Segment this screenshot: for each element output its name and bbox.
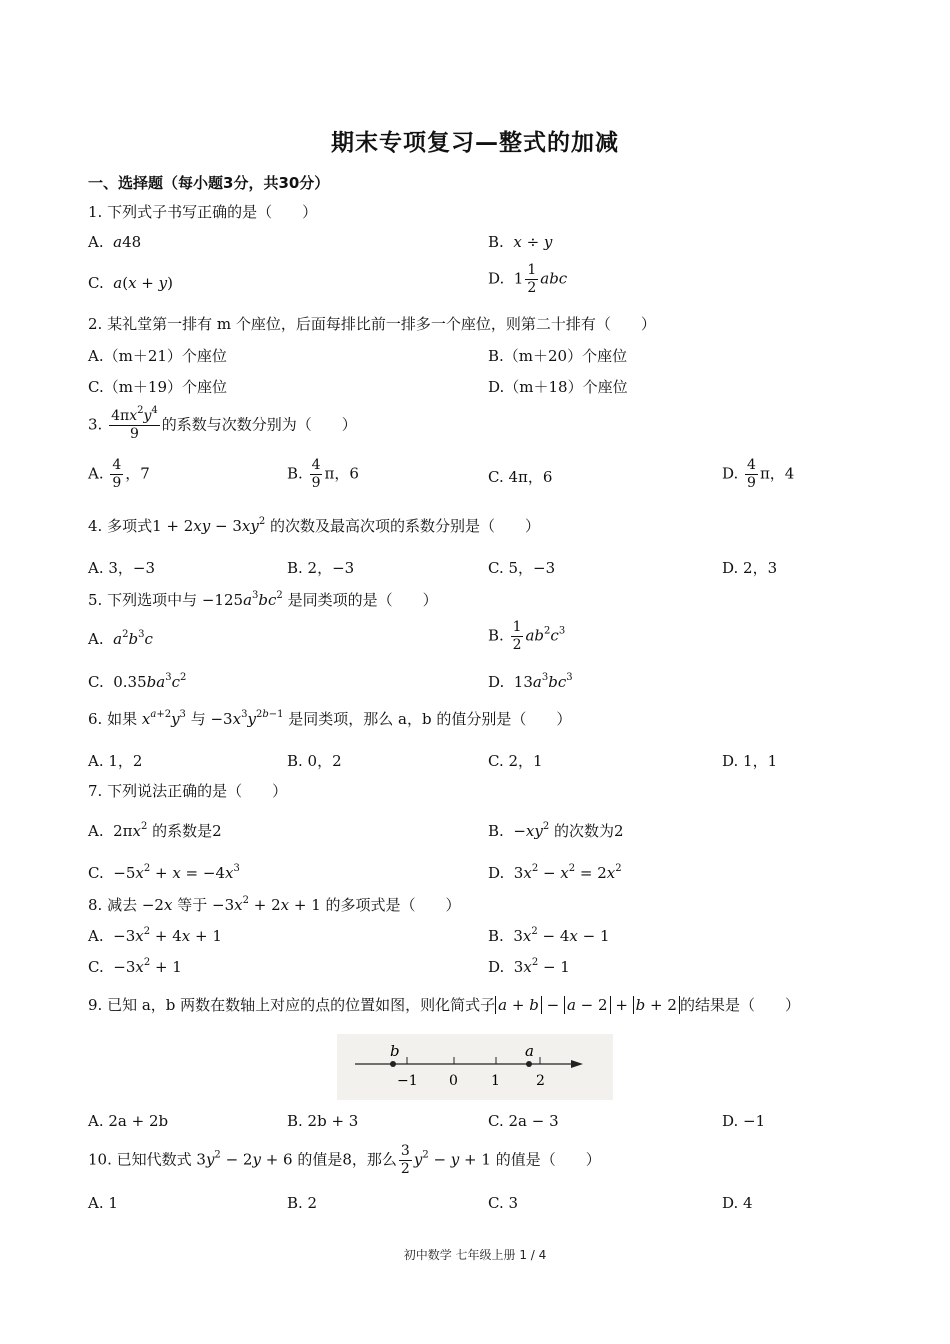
q9-option-d[interactable]: D. −1 [722, 1112, 766, 1130]
q8-option-d[interactable]: D. $3x^2 - 1$ [488, 957, 570, 976]
tick-label: 0 [449, 1073, 458, 1089]
q10-option-c[interactable]: C. 3 [488, 1194, 519, 1212]
q9-option-a[interactable]: A. 2a + 2b [88, 1112, 169, 1130]
q2-option-b[interactable]: B.（m＋20）个座位 [488, 347, 628, 365]
q7-option-d[interactable]: D. $3x^2 - x^2 = 2x^2$ [488, 863, 622, 882]
q1-option-a[interactable]: A. a48 [88, 233, 142, 251]
q1-option-c[interactable]: C. a(x + y) [88, 274, 173, 292]
q2-option-c[interactable]: C.（m＋19）个座位 [88, 378, 228, 396]
q1-option-d[interactable]: D. 1 $\frac{1}{2}$ abc [488, 262, 568, 296]
point-b-label: b [390, 1042, 400, 1060]
tick-label: 2 [536, 1073, 545, 1089]
q5-option-c[interactable]: C. $0.35ba^3c^2$ [88, 672, 187, 691]
q8-option-c[interactable]: C. $-3x^2 + 1$ [88, 957, 182, 976]
q2-option-d[interactable]: D.（m＋18）个座位 [488, 378, 628, 396]
q9-option-c[interactable]: C. 2a − 3 [488, 1112, 559, 1130]
q9-option-b[interactable]: B. 2b + 3 [287, 1112, 359, 1130]
q7-option-b[interactable]: B. $-xy^2$ 的次数为2 [488, 821, 624, 840]
q6-option-b[interactable]: B. 0，2 [287, 752, 342, 770]
question-4: 4. 多项式$1 + 2xy - 3xy^2$ 的次数及最高次项的系数分别是（ ） [88, 516, 540, 535]
q3-option-b[interactable]: B. $\frac{4}{9}$ π，6 [287, 457, 359, 491]
q5-option-b[interactable]: B. $\frac{1}{2}$ $ab^2c^3$ [488, 619, 566, 653]
q8-option-a[interactable]: A. $-3x^2 + 4x + 1$ [88, 926, 222, 945]
question-5: 5. 下列选项中与 $-125a^3bc^2$ 是同类项的是（ ） [88, 590, 438, 609]
page-title: 期末专项复习—整式的加减 [331, 130, 619, 156]
question-7: 7. 下列说法正确的是（ ） [88, 782, 288, 800]
question-8: 8. 减去 −2x 等于 $-3x^2 + 2x + 1$ 的多项式是（ ） [88, 895, 461, 914]
tick-label: 1 [491, 1073, 500, 1089]
q4-option-c[interactable]: C. 5，−3 [488, 559, 556, 577]
q8-option-b[interactable]: B. $3x^2 - 4x - 1$ [488, 926, 610, 945]
question-3: 3. $\frac{4\pi x^2y^4}{9}$ 的系数与次数分别为（ ） [88, 405, 357, 442]
q3-option-c[interactable]: C. 4π，6 [488, 468, 553, 486]
q4-option-d[interactable]: D. 2，3 [722, 559, 778, 577]
q10-option-d[interactable]: D. 4 [722, 1194, 753, 1212]
section-heading: 一、选择题（每小题3分，共30分） [88, 174, 330, 192]
number-line-figure [337, 1034, 613, 1100]
q1-option-b[interactable]: B. x ÷ y [488, 233, 553, 251]
q3-option-d[interactable]: D. $\frac{4}{9}$ π，4 [722, 457, 795, 491]
q10-option-a[interactable]: A. 1 [88, 1194, 118, 1212]
q3-option-a[interactable]: A. $\frac{4}{9}$ ，7 [88, 457, 150, 491]
page-footer: 初中数学 七年级上册 1 / 4 [403, 1248, 547, 1262]
question-9: 9. 已知 a，b 两数在数轴上对应的点的位置如图，则化简式子 a + b − a − 2 + b + 2 的结果是（ ） [88, 996, 800, 1014]
point-a-label: a [525, 1042, 534, 1060]
question-1: 1. 下列式子书写正确的是（ ） [88, 203, 318, 221]
q4-option-a[interactable]: A. 3，−3 [88, 559, 156, 577]
q5-option-d[interactable]: D. $13a^3bc^3$ [488, 672, 573, 691]
question-10: 10. 已知代数式 $3y^2 - 2y + 6$ 的值是8，那么 $\frac{3}{2}$ $y^2 - y + 1$ 的值是（ ） [88, 1143, 601, 1177]
q2-option-a[interactable]: A.（m＋21）个座位 [88, 347, 227, 365]
point-a [526, 1061, 532, 1067]
tick-label: −1 [397, 1073, 418, 1089]
q7-option-c[interactable]: C. $-5x^2 + x = -4x^3$ [88, 863, 240, 882]
point-b [390, 1061, 396, 1067]
q5-option-a[interactable]: A. $a^2b^3c$ [88, 629, 153, 648]
q6-option-c[interactable]: C. 2，1 [488, 752, 543, 770]
q6-option-a[interactable]: A. 1，2 [88, 752, 143, 770]
q4-option-b[interactable]: B. 2，−3 [287, 559, 355, 577]
question-2: 2. 某礼堂第一排有 m 个座位，后面每排比前一排多一个座位，则第二十排有（ ） [88, 315, 656, 333]
q10-option-b[interactable]: B. 2 [287, 1194, 318, 1212]
q7-option-a[interactable]: A. $2\pi x^2$ 的系数是2 [88, 821, 222, 840]
q6-option-d[interactable]: D. 1，1 [722, 752, 778, 770]
question-6: 6. 如果 $x^{a+2}y^3$ 与 $-3x^3y^{2b-1}$ 是同类项，那么 a，b 的值分别是（ ） [88, 709, 572, 728]
